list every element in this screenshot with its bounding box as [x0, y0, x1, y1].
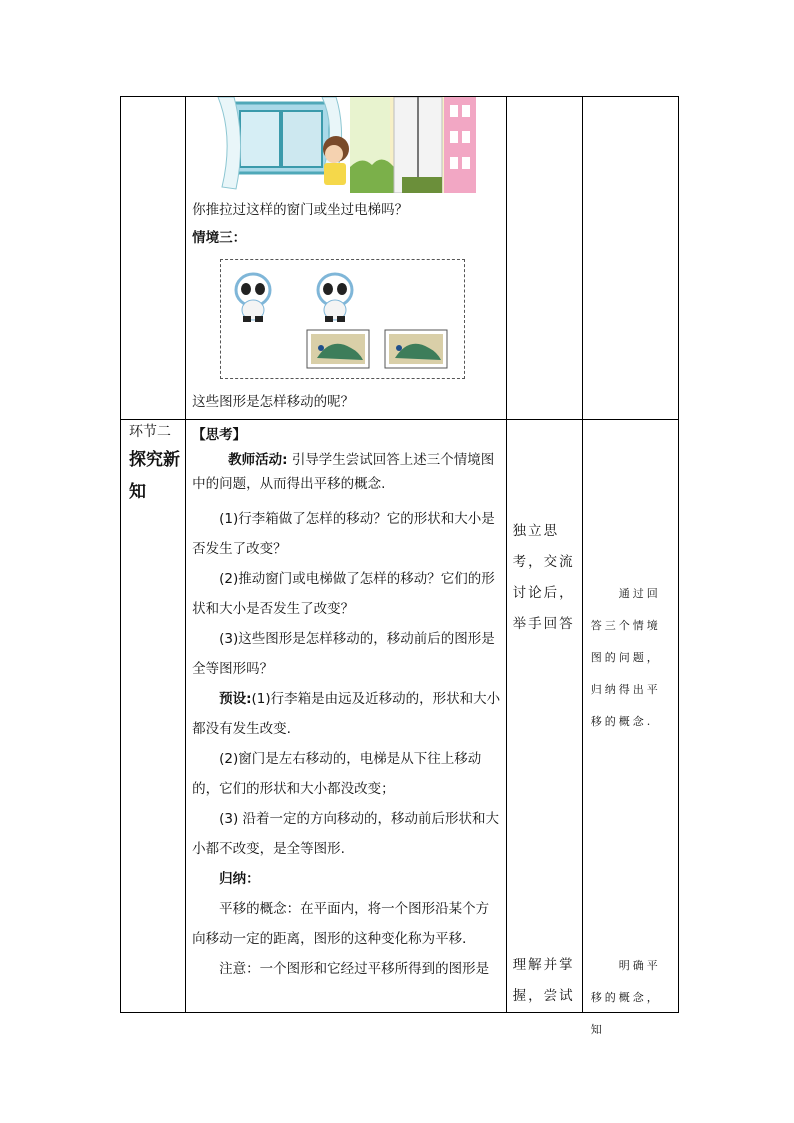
design-intent-1: 通过回答三个情境图的问题，归纳得出平移的概念.	[590, 587, 661, 728]
design-intent-2: 明确平移的概念，知	[590, 959, 661, 1036]
question-3: (3)这些图形是怎样移动的，移动前后的图形是全等图形吗？	[192, 631, 495, 677]
mascots-stamps-illustration	[221, 260, 464, 378]
teacher-activity-text: 引导学生尝试回答上述三个情境图中的问题，从而得出平移的概念.	[192, 452, 495, 492]
table-row	[121, 420, 679, 1013]
stage-label-cell	[121, 420, 186, 1013]
preset-answer-3: (3) 沿着一定的方向移动的，移动前后形状和大小都不改变，是全等图形.	[192, 811, 500, 857]
design-intent-cell	[582, 420, 678, 1036]
summary-label: 归纳：	[219, 871, 260, 887]
note-text: 注意：一个图形和它经过平移所得到的图形是	[219, 961, 490, 977]
student-activity-1: 独立思考，交流讨论后，举手回答	[512, 523, 575, 632]
student-activity-2: 理解并掌握，尝试	[512, 957, 575, 1004]
question-2: (2)推动窗门或电梯做了怎样的移动？它们的形状和大小是否发生了改变？	[192, 571, 495, 617]
intent-cell-empty	[582, 97, 678, 420]
stage-number: 环节二	[129, 424, 171, 440]
lesson-plan-table	[120, 96, 679, 1036]
translation-concept: 平移的概念：在平面内，将一个图形沿某个方向移动一定的距离，图形的这种变化称为平移．	[192, 901, 490, 947]
student-cell-empty	[506, 97, 582, 420]
preset-answer-2: (2)窗门是左右移动的，电梯是从下往上移动的，它们的形状和大小都没改变；	[192, 751, 482, 797]
preset-answer-1-text: (1)行李箱是由远及近移动的，形状和大小都没有发生改变.	[192, 691, 501, 737]
shapes-question: 这些图形是怎样移动的呢？	[192, 394, 355, 410]
situation3-title: 情境三：	[192, 230, 247, 246]
stage-title-line2: 知	[129, 482, 146, 502]
student-activity-cell	[506, 420, 582, 1013]
preset-answer-1	[192, 684, 502, 744]
teacher-activity-label: 教师活动:	[228, 452, 288, 468]
table-row	[121, 97, 679, 420]
stage-cell-empty	[121, 97, 186, 420]
teacher-activity	[192, 448, 502, 496]
situation-cell	[186, 97, 507, 420]
think-heading: 【思考】	[192, 427, 247, 443]
teaching-content-cell	[186, 420, 507, 1013]
stage-title-line1: 探究新	[129, 450, 180, 470]
window-elevator-illustration	[212, 97, 476, 193]
situation3-figure	[220, 259, 465, 379]
question-1: (1)行李箱做了怎样的移动？它的形状和大小是否发生了改变？	[192, 511, 495, 557]
window-question: 你推拉过这样的窗门或坐过电梯吗？	[192, 202, 409, 218]
preset-label: 预设:	[219, 691, 252, 707]
